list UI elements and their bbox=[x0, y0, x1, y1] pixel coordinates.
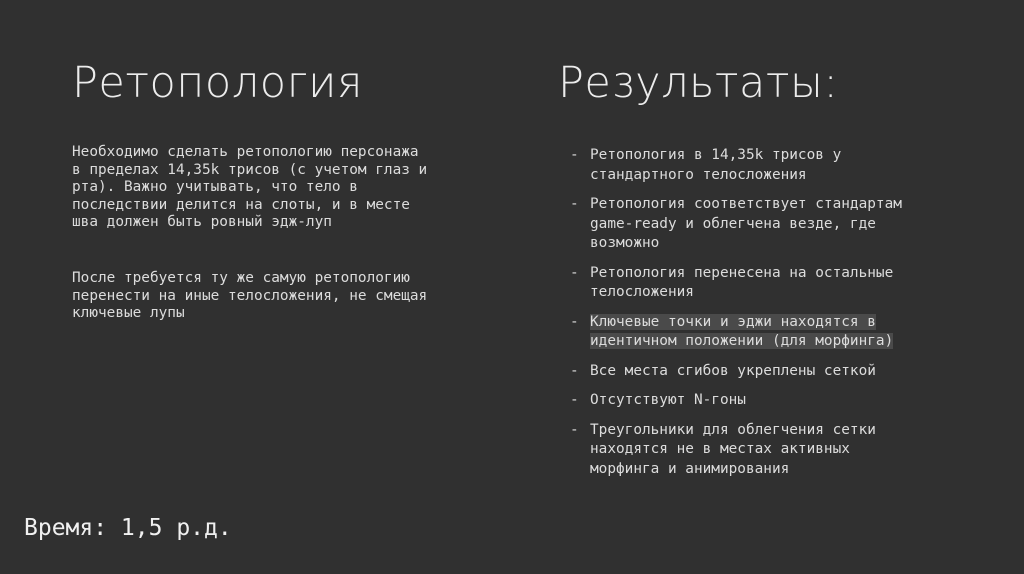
results-item bbox=[570, 391, 1010, 411]
results-item-text bbox=[590, 313, 893, 352]
results-item-text: Треугольники для облегчения сетки находятся не в местах активных морфинга и анимирования bbox=[590, 421, 876, 477]
text-selection-highlight: Ключевые точки и эджи находятся в идентичном положении (для морфинга) bbox=[590, 313, 894, 349]
results-item-text: Ретопология перенесена на остальные телосложения bbox=[590, 264, 894, 300]
bullet-dash: - bbox=[570, 147, 579, 163]
bullet-dash: - bbox=[570, 313, 579, 330]
results-item-text: Ретопология соответствует стандартам game-ready и облегчена везде, где возможно bbox=[590, 196, 902, 251]
results-item-highlighted bbox=[570, 313, 1010, 352]
results-item bbox=[570, 421, 1010, 480]
results-title: Результаты: bbox=[558, 58, 839, 108]
task-description: Необходимо сделать ретопологию персонажа в пределах 14,35k трисов (с учетом глаз и рта). Важно учитывать, что тело в последствии делится на слоты, и в месте шва должен быть ровный эдж-луп bbox=[72, 144, 428, 230]
task-followup: После требуется ту же самую ретопологию перенести на иные телосложения, не смещая ключевые лупы bbox=[72, 270, 428, 321]
bullet-dash: - bbox=[570, 392, 579, 408]
results-item bbox=[570, 264, 1010, 303]
bullet-dash: - bbox=[570, 421, 579, 438]
results-item-text: Все места сгибов укреплены сеткой bbox=[590, 362, 876, 379]
results-item-text: Отсутствуют N-гоны bbox=[590, 392, 746, 408]
results-item bbox=[570, 146, 1010, 185]
bullet-dash: - bbox=[570, 264, 579, 281]
retopology-title: Ретопология bbox=[72, 58, 363, 108]
bullet-dash: - bbox=[570, 196, 579, 212]
results-list bbox=[570, 146, 1010, 489]
results-item-text: Ретопология в 14,35k трисов у стандартного телосложения bbox=[590, 147, 842, 183]
results-item bbox=[570, 362, 1010, 382]
results-item bbox=[570, 195, 1010, 254]
time-estimate: Время: 1,5 р.д. bbox=[24, 515, 232, 541]
bullet-dash: - bbox=[570, 362, 579, 379]
